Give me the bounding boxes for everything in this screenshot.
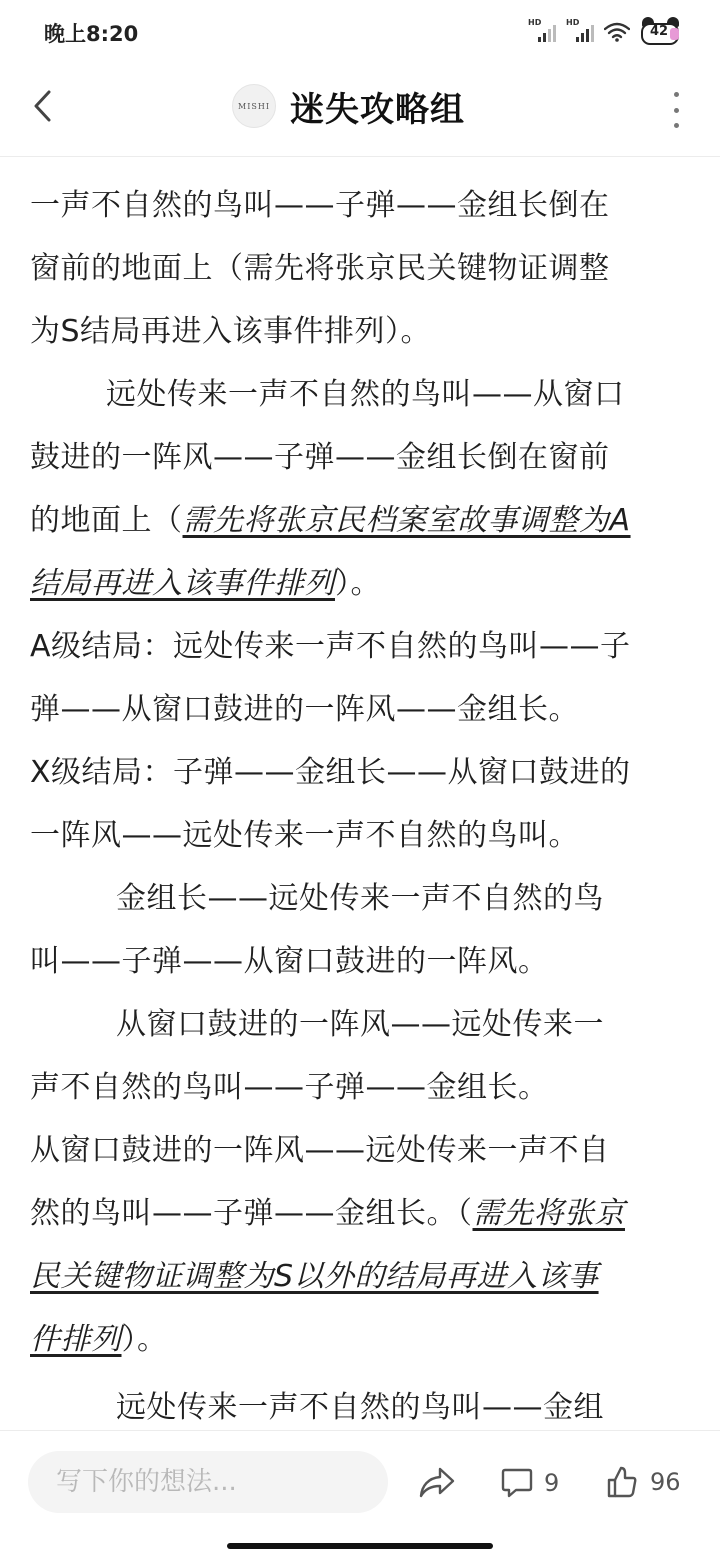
article-line: A级结局：远处传来一声不自然的鸟叫——子 <box>30 629 631 664</box>
more-options-button[interactable] <box>666 92 686 128</box>
header-center[interactable] <box>232 82 465 130</box>
article-line: 窗前的地面上（需先将张京民关键物证调整 <box>30 251 610 286</box>
article-body <box>30 157 698 1430</box>
comment-count: 9 <box>544 1469 560 1497</box>
article-line: 远处传来一声不自然的鸟叫——金组 <box>116 1390 604 1425</box>
cellular-signal-2-icon <box>566 20 594 44</box>
article-line: 远处传来一声不自然的鸟叫——从窗口 <box>106 377 625 412</box>
article-line <box>30 1182 698 1245</box>
article-text: ）。 <box>335 566 381 601</box>
like-count: 96 <box>650 1468 681 1496</box>
article-line: 从窗口鼓进的一阵风——远处传来一声不自 <box>30 1133 610 1168</box>
article-line: 弹——从窗口鼓进的一阵风——金组长。 <box>30 692 579 727</box>
status-time: 晚上8:20 <box>44 22 139 46</box>
underlined-note-link[interactable]: 民关键物证调整为S以外的结局再进入该事 <box>30 1259 599 1294</box>
article-line: 声不自然的鸟叫——子弹——金组长。 <box>30 1070 549 1105</box>
article-line: 为S结局再进入该事件排列）。 <box>30 314 432 349</box>
cellular-signal-1-icon <box>528 20 556 44</box>
article-line <box>30 552 698 615</box>
article-line: 一声不自然的鸟叫——子弹——金组长倒在 <box>30 188 610 223</box>
article-line: 从窗口鼓进的一阵风——远处传来一 <box>116 1007 604 1042</box>
article-line: X级结局：子弹——金组长——从窗口鼓进的 <box>30 755 631 790</box>
wifi-icon <box>604 22 630 42</box>
underlined-note-link[interactable]: 件排列 <box>30 1322 122 1357</box>
underlined-note-link[interactable]: 需先将张京 <box>472 1196 625 1231</box>
article-line: 一阵风——远处传来一声不自然的鸟叫。 <box>30 818 579 853</box>
share-icon[interactable] <box>418 1465 456 1499</box>
underlined-note-link[interactable]: 结局再进入该事件排列 <box>30 566 335 601</box>
article-text: 的地面上（ <box>30 503 183 538</box>
underlined-note-link[interactable]: 需先将张京民档案室故事调整为A <box>182 503 631 538</box>
home-indicator[interactable] <box>227 1543 493 1549</box>
app-header <box>0 66 720 157</box>
comment-bubble-icon <box>500 1467 534 1499</box>
status-bar <box>0 0 720 66</box>
article-line: 金组长——远处传来一声不自然的鸟 <box>116 881 604 916</box>
signal-hd-label: HD <box>528 18 542 27</box>
thumbs-up-icon <box>606 1465 638 1499</box>
comment-input[interactable] <box>28 1451 388 1513</box>
article-line-partial-top <box>30 157 698 172</box>
article-line <box>30 1308 698 1371</box>
article-line <box>30 489 698 552</box>
page-title: 迷失攻略组 <box>290 89 465 130</box>
chevron-left-icon <box>31 89 53 123</box>
article-line: 鼓进的一阵风——子弹——金组长倒在窗前 <box>30 440 610 475</box>
more-dot-icon <box>674 123 679 128</box>
comments-button[interactable] <box>500 1463 559 1503</box>
like-button[interactable] <box>606 1461 681 1503</box>
back-button[interactable] <box>22 86 62 126</box>
bottom-action-bar <box>0 1430 720 1561</box>
battery-level: 42 <box>649 24 669 39</box>
article-text: 然的鸟叫——子弹——金组长。（ <box>30 1196 473 1231</box>
more-dot-icon <box>674 108 679 113</box>
battery-icon <box>640 17 682 47</box>
signal-hd-label-2: HD <box>566 18 580 27</box>
article-text: ）。 <box>121 1322 168 1357</box>
more-dot-icon <box>674 92 679 97</box>
article-line: 叫——子弹——从窗口鼓进的一阵风。 <box>30 944 549 979</box>
article-line <box>30 1245 698 1308</box>
status-icons <box>528 14 682 50</box>
group-logo[interactable]: MISHI <box>232 84 276 128</box>
